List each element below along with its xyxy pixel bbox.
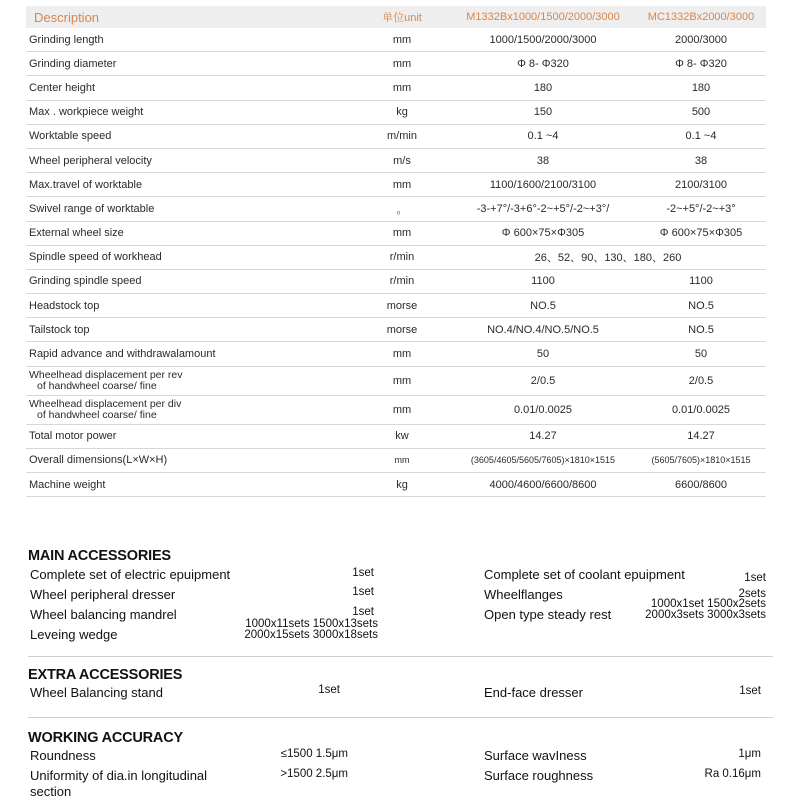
row-value-b: 0.1 ~4 xyxy=(685,130,717,143)
row-value-b: 0.01/0.0025 xyxy=(671,403,731,416)
table-row xyxy=(26,246,766,270)
row-value-a: 2/0.5 xyxy=(530,374,556,387)
header-description: Description xyxy=(34,9,100,25)
list-item xyxy=(28,618,773,647)
row-value-a: 180 xyxy=(533,81,553,94)
row-value-a: 0.1 ~4 xyxy=(527,130,559,143)
row-unit: morse xyxy=(386,299,418,312)
row-unit: kw xyxy=(395,430,409,443)
row-value-b: 500 xyxy=(691,106,711,119)
row-description: Grinding spindle speed xyxy=(29,275,142,288)
row-unit: r/min xyxy=(389,275,415,288)
table-row xyxy=(26,222,766,246)
row-value-b: -2~+5°/-2~+3° xyxy=(666,202,736,215)
row-value-b: NO.5 xyxy=(688,323,714,336)
table-row xyxy=(26,342,766,366)
accessory-name: Complete set of coolant epuipment xyxy=(484,567,685,582)
row-unit: mm xyxy=(392,178,412,191)
row-unit: mm xyxy=(392,57,412,70)
row-description: Rapid advance and withdrawalamount xyxy=(29,348,216,361)
accessory-value: 1set xyxy=(318,684,340,696)
row-description: Total motor power xyxy=(29,430,117,443)
row-value-b: 2000/3000 xyxy=(675,33,727,46)
row-value-a: NO.4/NO.4/NO.5/NO.5 xyxy=(487,323,599,336)
row-value-a: NO.5 xyxy=(530,299,556,312)
main-accessories-section xyxy=(28,548,773,647)
spec-table xyxy=(26,6,766,497)
row-unit: mm xyxy=(392,348,412,361)
row-value-a: 150 xyxy=(533,106,553,119)
table-row xyxy=(26,396,766,425)
extra-accessories-section xyxy=(28,667,773,705)
accessory-name: Leveing wedge xyxy=(30,627,118,642)
section-divider xyxy=(28,717,773,718)
row-description-line2: of handwheel coarse/ fine xyxy=(37,408,157,421)
row-value-a: 1100 xyxy=(531,275,555,288)
row-description: External wheel size xyxy=(29,227,124,240)
table-row xyxy=(26,449,766,473)
row-value-a: 1100/1600/2100/3100 xyxy=(489,178,597,191)
accessory-value: 1set xyxy=(352,567,374,579)
accessory-value: 1set xyxy=(352,586,374,598)
table-row xyxy=(26,425,766,449)
row-unit: r/min xyxy=(389,251,415,264)
table-row xyxy=(26,52,766,76)
accessory-name: Wheel peripheral dresser xyxy=(30,587,176,602)
row-description: Grinding diameter xyxy=(29,57,117,70)
header-model-a: M1332Bx1000/1500/2000/3000 xyxy=(466,11,620,23)
main-accessories-title: MAIN ACCESSORIES xyxy=(28,548,171,564)
row-unit: kg xyxy=(396,106,408,119)
row-unit: morse xyxy=(386,323,418,336)
row-value-a: (3605/4605/5605/7605)×1810×1515 xyxy=(470,455,616,466)
accessory-value-line2: 2000x15sets 3000x18sets xyxy=(244,629,378,641)
list-item xyxy=(28,598,773,627)
accessory-value: 1set xyxy=(739,685,761,697)
accuracy-name: Surface roughness xyxy=(484,768,594,783)
table-row xyxy=(26,367,766,396)
header-model-b: MC1332Bx2000/3000 xyxy=(647,11,755,23)
list-item xyxy=(28,768,773,800)
table-row xyxy=(26,149,766,173)
accessory-name: Open type steady rest xyxy=(484,607,612,622)
accessory-name: Wheelflanges xyxy=(484,587,563,602)
accessory-name: Complete set of electric epuipment xyxy=(30,567,231,582)
row-unit: m/s xyxy=(393,154,411,167)
row-value-b: 2100/3100 xyxy=(675,178,727,191)
table-row xyxy=(26,125,766,149)
section-divider xyxy=(28,656,773,657)
row-value-b: 180 xyxy=(691,81,711,94)
row-description: Machine weight xyxy=(29,478,106,491)
accessory-value: 2sets xyxy=(738,588,766,600)
row-unit: 。 xyxy=(396,203,408,216)
accessory-value-line1: 1000x11sets 1500x13sets xyxy=(245,618,378,630)
row-unit: m/min xyxy=(387,130,417,143)
row-description xyxy=(26,399,354,421)
accessory-name: End-face dresser xyxy=(484,685,583,700)
row-unit: mm xyxy=(392,227,412,240)
accessory-value-line2: 2000x3sets 3000x3sets xyxy=(645,609,766,621)
row-description: Grinding length xyxy=(29,33,104,46)
accessory-name: Wheel Balancing stand xyxy=(30,685,163,700)
accessory-value-multiline xyxy=(588,599,766,621)
table-row xyxy=(26,173,766,197)
extra-accessories-title: EXTRA ACCESSORIES xyxy=(28,667,183,683)
accuracy-value: >1500 2.5μm xyxy=(280,768,348,780)
row-description: Max . workpiece weight xyxy=(29,106,144,119)
row-description: Overall dimensions(L×W×H) xyxy=(29,454,168,467)
spec-table-header xyxy=(26,6,766,28)
row-description: Worktable speed xyxy=(29,130,112,143)
row-value-a: Φ 600×75×Φ305 xyxy=(501,227,585,240)
table-row xyxy=(26,197,766,221)
row-description: Max.travel of worktable xyxy=(29,178,143,191)
row-value-b: 6600/8600 xyxy=(675,478,727,491)
table-row xyxy=(26,318,766,342)
row-value-a: 38 xyxy=(536,154,550,167)
header-unit: 单位unit xyxy=(382,12,422,24)
row-value-b: (5605/7605)×1810×1515 xyxy=(651,455,751,466)
accessory-value: 1set xyxy=(352,606,374,618)
table-row xyxy=(26,28,766,52)
row-value-span: 26、52、90、130、180、260 xyxy=(534,252,682,265)
row-description-line1: Wheelhead displacement per rev xyxy=(29,369,183,381)
accuracy-name-multiline xyxy=(30,768,207,800)
table-row xyxy=(26,270,766,294)
row-value-a: 0.01/0.0025 xyxy=(513,403,573,416)
table-row xyxy=(26,294,766,318)
row-unit: mm xyxy=(392,374,412,387)
list-item xyxy=(28,748,773,768)
row-value-a: 50 xyxy=(536,348,550,361)
row-description: Wheel peripheral velocity xyxy=(29,154,152,167)
accuracy-value: 1μm xyxy=(738,748,761,760)
accessory-value: 1set xyxy=(744,572,766,584)
accessory-value-line1: 1000x1set 1500x2sets xyxy=(650,598,766,610)
row-unit: mm xyxy=(392,33,412,46)
row-value-a: 4000/4600/6600/8600 xyxy=(489,478,597,491)
row-value-b: Φ 600×75×Φ305 xyxy=(659,227,743,240)
accuracy-name-line1: Uniformity of dia.in longitudinal xyxy=(30,768,208,783)
working-accuracy-title: WORKING ACCURACY xyxy=(28,730,183,746)
accuracy-name: Roundness xyxy=(30,748,96,763)
row-value-b: 1100 xyxy=(689,275,713,288)
table-row xyxy=(26,76,766,100)
accuracy-name: Surface wavIness xyxy=(484,748,587,763)
table-row xyxy=(26,473,766,497)
row-value-b: 14.27 xyxy=(687,430,715,443)
row-value-a: Φ 8- Φ320 xyxy=(517,57,569,70)
accuracy-value: Ra 0.16μm xyxy=(704,768,761,780)
row-value-b: 2/0.5 xyxy=(688,374,714,387)
list-item xyxy=(28,685,773,705)
row-value-a: 1000/1500/2000/3000 xyxy=(489,33,597,46)
table-row xyxy=(26,101,766,125)
working-accuracy-section xyxy=(28,730,773,800)
row-value-b: 50 xyxy=(694,348,708,361)
row-description: Headstock top xyxy=(29,299,100,312)
row-value-b: NO.5 xyxy=(688,299,714,312)
accuracy-value: ≤1500 1.5μm xyxy=(280,748,348,760)
accessory-value-multiline xyxy=(178,619,378,641)
accessory-name: Wheel balancing mandrel xyxy=(30,607,177,622)
row-value-a: 14.27 xyxy=(529,430,557,443)
row-description: Spindle speed of workhead xyxy=(29,251,162,264)
row-unit: mm xyxy=(392,81,412,94)
row-description: Center height xyxy=(29,81,96,94)
row-value-b: Φ 8- Φ320 xyxy=(675,57,727,70)
row-description: Tailstock top xyxy=(29,323,90,336)
row-description-line2: of handwheel coarse/ fine xyxy=(37,379,157,392)
row-value-b: 38 xyxy=(694,154,708,167)
row-unit: mm xyxy=(392,403,412,416)
list-item xyxy=(28,567,773,587)
row-value-a: -3-+7°/-3+6°-2~+5°/-2~+3°/ xyxy=(476,202,610,215)
row-unit: kg xyxy=(396,478,408,491)
row-description: Swivel range of worktable xyxy=(29,202,155,215)
row-description-line1: Wheelhead displacement per div xyxy=(29,398,182,410)
row-description xyxy=(26,370,354,392)
accuracy-name-line2: section xyxy=(30,784,72,799)
row-unit: mm xyxy=(394,455,410,466)
